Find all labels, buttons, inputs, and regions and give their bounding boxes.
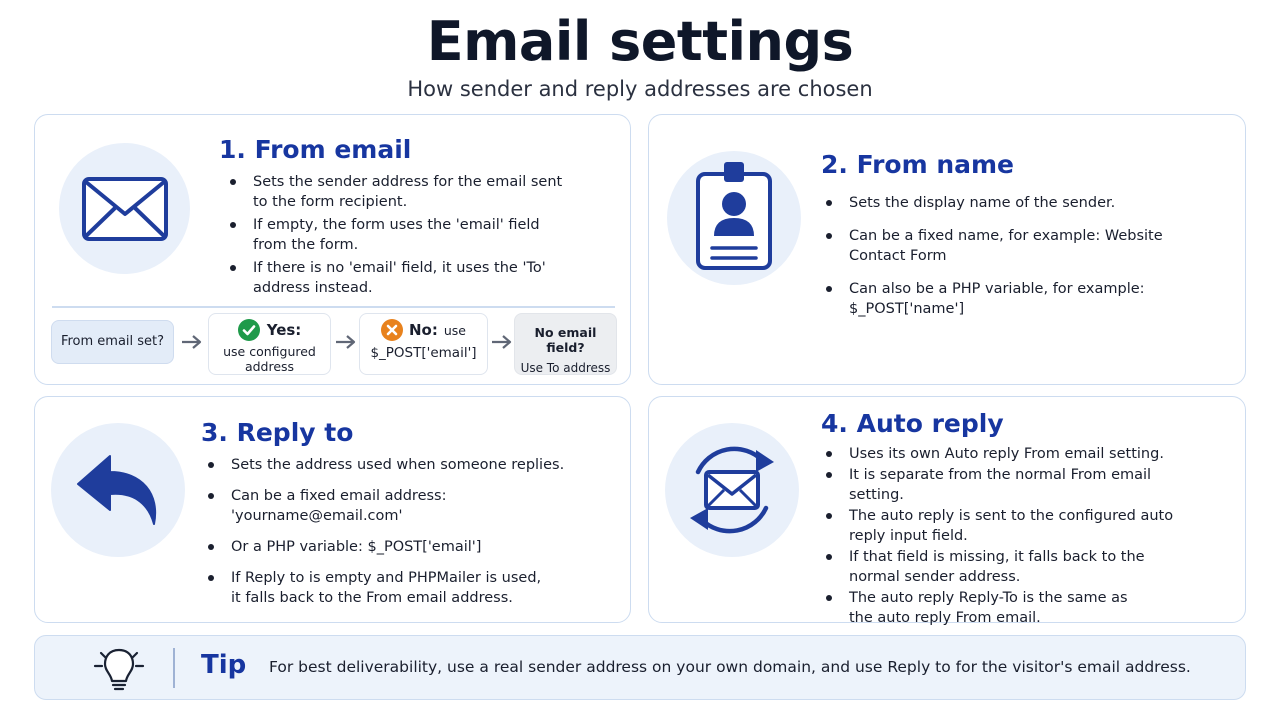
fallback-title: No email field?	[534, 325, 597, 355]
yes-label: Yes:	[266, 321, 302, 339]
bullet-item: It is separate from the normal From email setting.	[823, 465, 1193, 505]
bullet-item: Sets the sender address for the email sent to the form recipient.	[227, 172, 572, 212]
bullet-item: Can be a fixed name, for example: Website Contact Form	[823, 226, 1163, 266]
card-auto-reply	[648, 396, 1246, 626]
envelope-icon	[81, 176, 169, 242]
reply-arrow-icon	[76, 452, 160, 528]
tip-bar	[34, 635, 1246, 700]
id-badge-icon	[694, 160, 774, 272]
flow-fallback-box	[514, 313, 617, 375]
no-text: use	[443, 322, 466, 338]
bullet-item: Sets the address used when someone replies.	[205, 455, 610, 475]
bullet-item: If Reply to is empty and PHPMailer is used, it falls back to the From email address.	[205, 568, 550, 608]
bullet-item: If empty, the form uses the 'email' field from the form.	[227, 215, 572, 255]
flow-start-box: From email set?	[51, 320, 174, 364]
flow-no-box	[359, 313, 488, 375]
bullet-item: The auto reply is sent to the configured auto reply input field.	[823, 506, 1193, 546]
bullet-list	[823, 193, 1163, 319]
fallback-text: Use To address	[520, 361, 611, 375]
bullet-item: Uses its own Auto reply From email setting.	[823, 444, 1193, 464]
divider	[52, 306, 615, 308]
arrow-right-icon	[335, 332, 357, 352]
bullet-item: Can also be a PHP variable, for example: $_POST['name']	[823, 279, 1163, 319]
lightbulb-icon	[91, 644, 147, 694]
card-title: 1. From email	[219, 135, 412, 164]
bullet-list	[205, 455, 610, 608]
bullet-item: Can be a fixed email address: 'yourname@email.com'	[205, 486, 610, 526]
card-title: 2. From name	[821, 150, 1015, 179]
tip-label: Tip	[201, 650, 247, 680]
bullet-list	[227, 172, 572, 298]
page-subtitle: How sender and reply addresses are chosen	[407, 77, 873, 101]
arrow-right-icon	[181, 332, 203, 352]
auto-reply-envelope-icon	[676, 434, 788, 546]
bullet-item: The auto reply Reply-To is the same as the auto reply From email.	[823, 588, 1153, 628]
no-text-variable: $_POST['email']	[370, 345, 477, 361]
reply-icon-circle	[51, 423, 185, 557]
auto-reply-icon-circle	[665, 423, 799, 557]
check-circle-icon	[238, 319, 260, 341]
bullet-item: If that field is missing, it falls back to the normal sender address.	[823, 547, 1193, 587]
bullet-item: Or a PHP variable: $_POST['email']	[205, 537, 610, 557]
tip-text: For best deliverability, use a real sender address on your own domain, and use Reply to for the visitor's email address.	[269, 658, 1191, 676]
envelope-icon-circle	[59, 143, 190, 274]
card-title: 4. Auto reply	[821, 409, 1004, 438]
bullet-list	[823, 444, 1193, 628]
id-badge-icon-circle	[667, 151, 801, 285]
yes-text: use configured address	[223, 344, 316, 374]
card-reply-to	[34, 396, 631, 623]
x-circle-icon	[381, 319, 403, 341]
arrow-right-icon	[491, 332, 513, 352]
page-title: Email settings	[426, 10, 854, 73]
bullet-item: If there is no 'email' field, it uses the 'To' address instead.	[227, 258, 572, 298]
card-title: 3. Reply to	[201, 418, 354, 447]
no-label: No:	[409, 321, 438, 339]
bullet-item: Sets the display name of the sender.	[823, 193, 1163, 213]
flow-yes-box	[208, 313, 331, 375]
card-from-email	[34, 114, 631, 385]
tip-separator	[173, 648, 175, 688]
card-from-name	[648, 114, 1246, 385]
